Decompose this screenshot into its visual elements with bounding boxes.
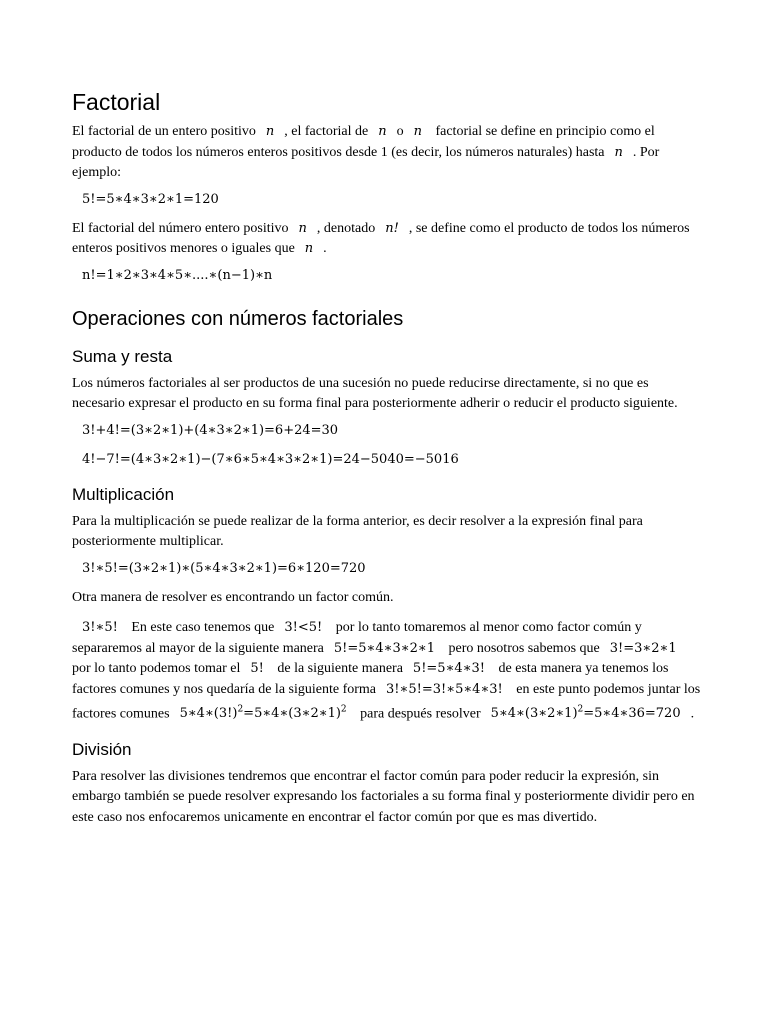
section-heading-operations: Operaciones con números factoriales	[72, 307, 404, 330]
text: .	[323, 241, 327, 256]
math-n: n	[298, 220, 307, 236]
subheading-suma-resta: Suma y resta	[72, 346, 173, 366]
math-expression: 5!	[250, 661, 264, 676]
math-expression: 3!<5!	[284, 620, 323, 635]
math-expression: 3!=3∗2∗1	[609, 640, 677, 656]
intro-paragraph	[72, 122, 702, 184]
equation-resta: 4!−7!=(4∗3∗2∗1)−(7∗6∗5∗4∗3∗2∗1)=24−5040=−5016	[82, 451, 459, 467]
text: de esta manera ya tenemos los factores comunes y nos quedaría de la siguiente forma	[72, 661, 669, 697]
definition-paragraph	[72, 219, 702, 260]
text: por lo tanto tomaremos al menor como factor común y separaremos al mayor de la siguiente manera	[72, 620, 642, 656]
text: por lo tanto podemos tomar el	[72, 661, 241, 676]
math-expression: 5!=5∗4∗3!	[412, 661, 486, 676]
math-expression: 3!∗5!=3!∗5∗4∗3!	[386, 681, 503, 697]
math-expression: 5!=5∗4∗3∗2∗1	[333, 640, 435, 656]
text: en este punto podemos juntar los factores comunes	[72, 681, 701, 722]
text: , denotado	[316, 220, 376, 236]
text: pero nosotros sabemos que	[448, 640, 600, 656]
math-part: =5∗4∗(3∗2∗1)	[243, 706, 341, 722]
math-n: n	[304, 241, 314, 256]
math-part: 5∗4∗(3!)	[179, 706, 238, 722]
otra-manera-paragraph: Otra manera de resolver es encontrando un factor común.	[72, 589, 394, 605]
page-title: Factorial	[72, 89, 161, 115]
superscript: 2	[340, 705, 347, 715]
subheading-division: División	[72, 739, 132, 759]
subheading-multiplicacion: Multiplicación	[72, 484, 175, 504]
math-part: =5∗4∗36=720	[583, 706, 681, 722]
text: El factorial de un entero positivo	[72, 124, 256, 139]
superscript: 2	[577, 705, 584, 715]
text: , el factorial de	[284, 124, 369, 139]
text: . Por ejemplo:	[72, 144, 660, 180]
text: o	[396, 124, 404, 139]
math-part: 5∗4∗(3∗2∗1)	[490, 706, 578, 722]
document-page	[72, 88, 702, 834]
math-n: n	[413, 124, 422, 139]
equation-multiplicacion: 3!∗5!=(3∗2∗1)∗(5∗4∗3∗2∗1)=6∗120=720	[82, 560, 366, 576]
math-expression: 3!∗5!	[82, 620, 118, 635]
text: factorial se define en principio como el producto de todos los números enteros positivos desde 1 (es decir, los números naturales) hasta	[72, 124, 655, 160]
text: de la siguiente manera	[277, 661, 403, 676]
equation-n-factorial: n!=1∗2∗3∗4∗5∗....∗(n−1)∗n	[82, 267, 273, 283]
math-n: n	[614, 144, 623, 160]
mult-paragraph: Para la multiplicación se puede realizar de la forma anterior, es decir resolver a la expresión final para posteriormente multiplicar.	[72, 513, 643, 549]
equation-suma: 3!+4!=(3∗2∗1)+(4∗3∗2∗1)=6+24=30	[82, 422, 339, 438]
factor-comun-paragraph	[72, 618, 702, 725]
text: En este caso tenemos que	[131, 620, 275, 635]
math-n-factorial: n!	[385, 220, 399, 236]
math-expression	[481, 706, 691, 721]
math-n: n	[378, 124, 387, 139]
superscript: 2	[237, 705, 244, 715]
division-paragraph: Para resolver las divisiones tendremos que encontrar el factor común para poder reducir la expresión, sin embargo también se puede resolver expresando los factoriales a su forma final y posteriormente dividir pero en este caso nos enfocaremos unicamente en encontrar el factor común por que es mas divertido.	[72, 768, 695, 825]
math-expression	[170, 706, 357, 721]
suma-paragraph: Los números factoriales al ser productos de una sucesión no puede reducirse directamente, si no que es necesario expresar el producto en su forma final para posteriormente adherir o reducir el producto siguiente.	[72, 375, 678, 411]
text: El factorial del número entero positivo	[72, 220, 289, 236]
text: .	[690, 706, 695, 722]
text: para después resolver	[360, 706, 481, 722]
text: , se define como el producto de todos los números enteros positivos menores o iguales que	[72, 220, 690, 256]
math-n: n	[265, 124, 275, 139]
equation-5-factorial: 5!=5∗4∗3∗2∗1=120	[82, 191, 219, 207]
